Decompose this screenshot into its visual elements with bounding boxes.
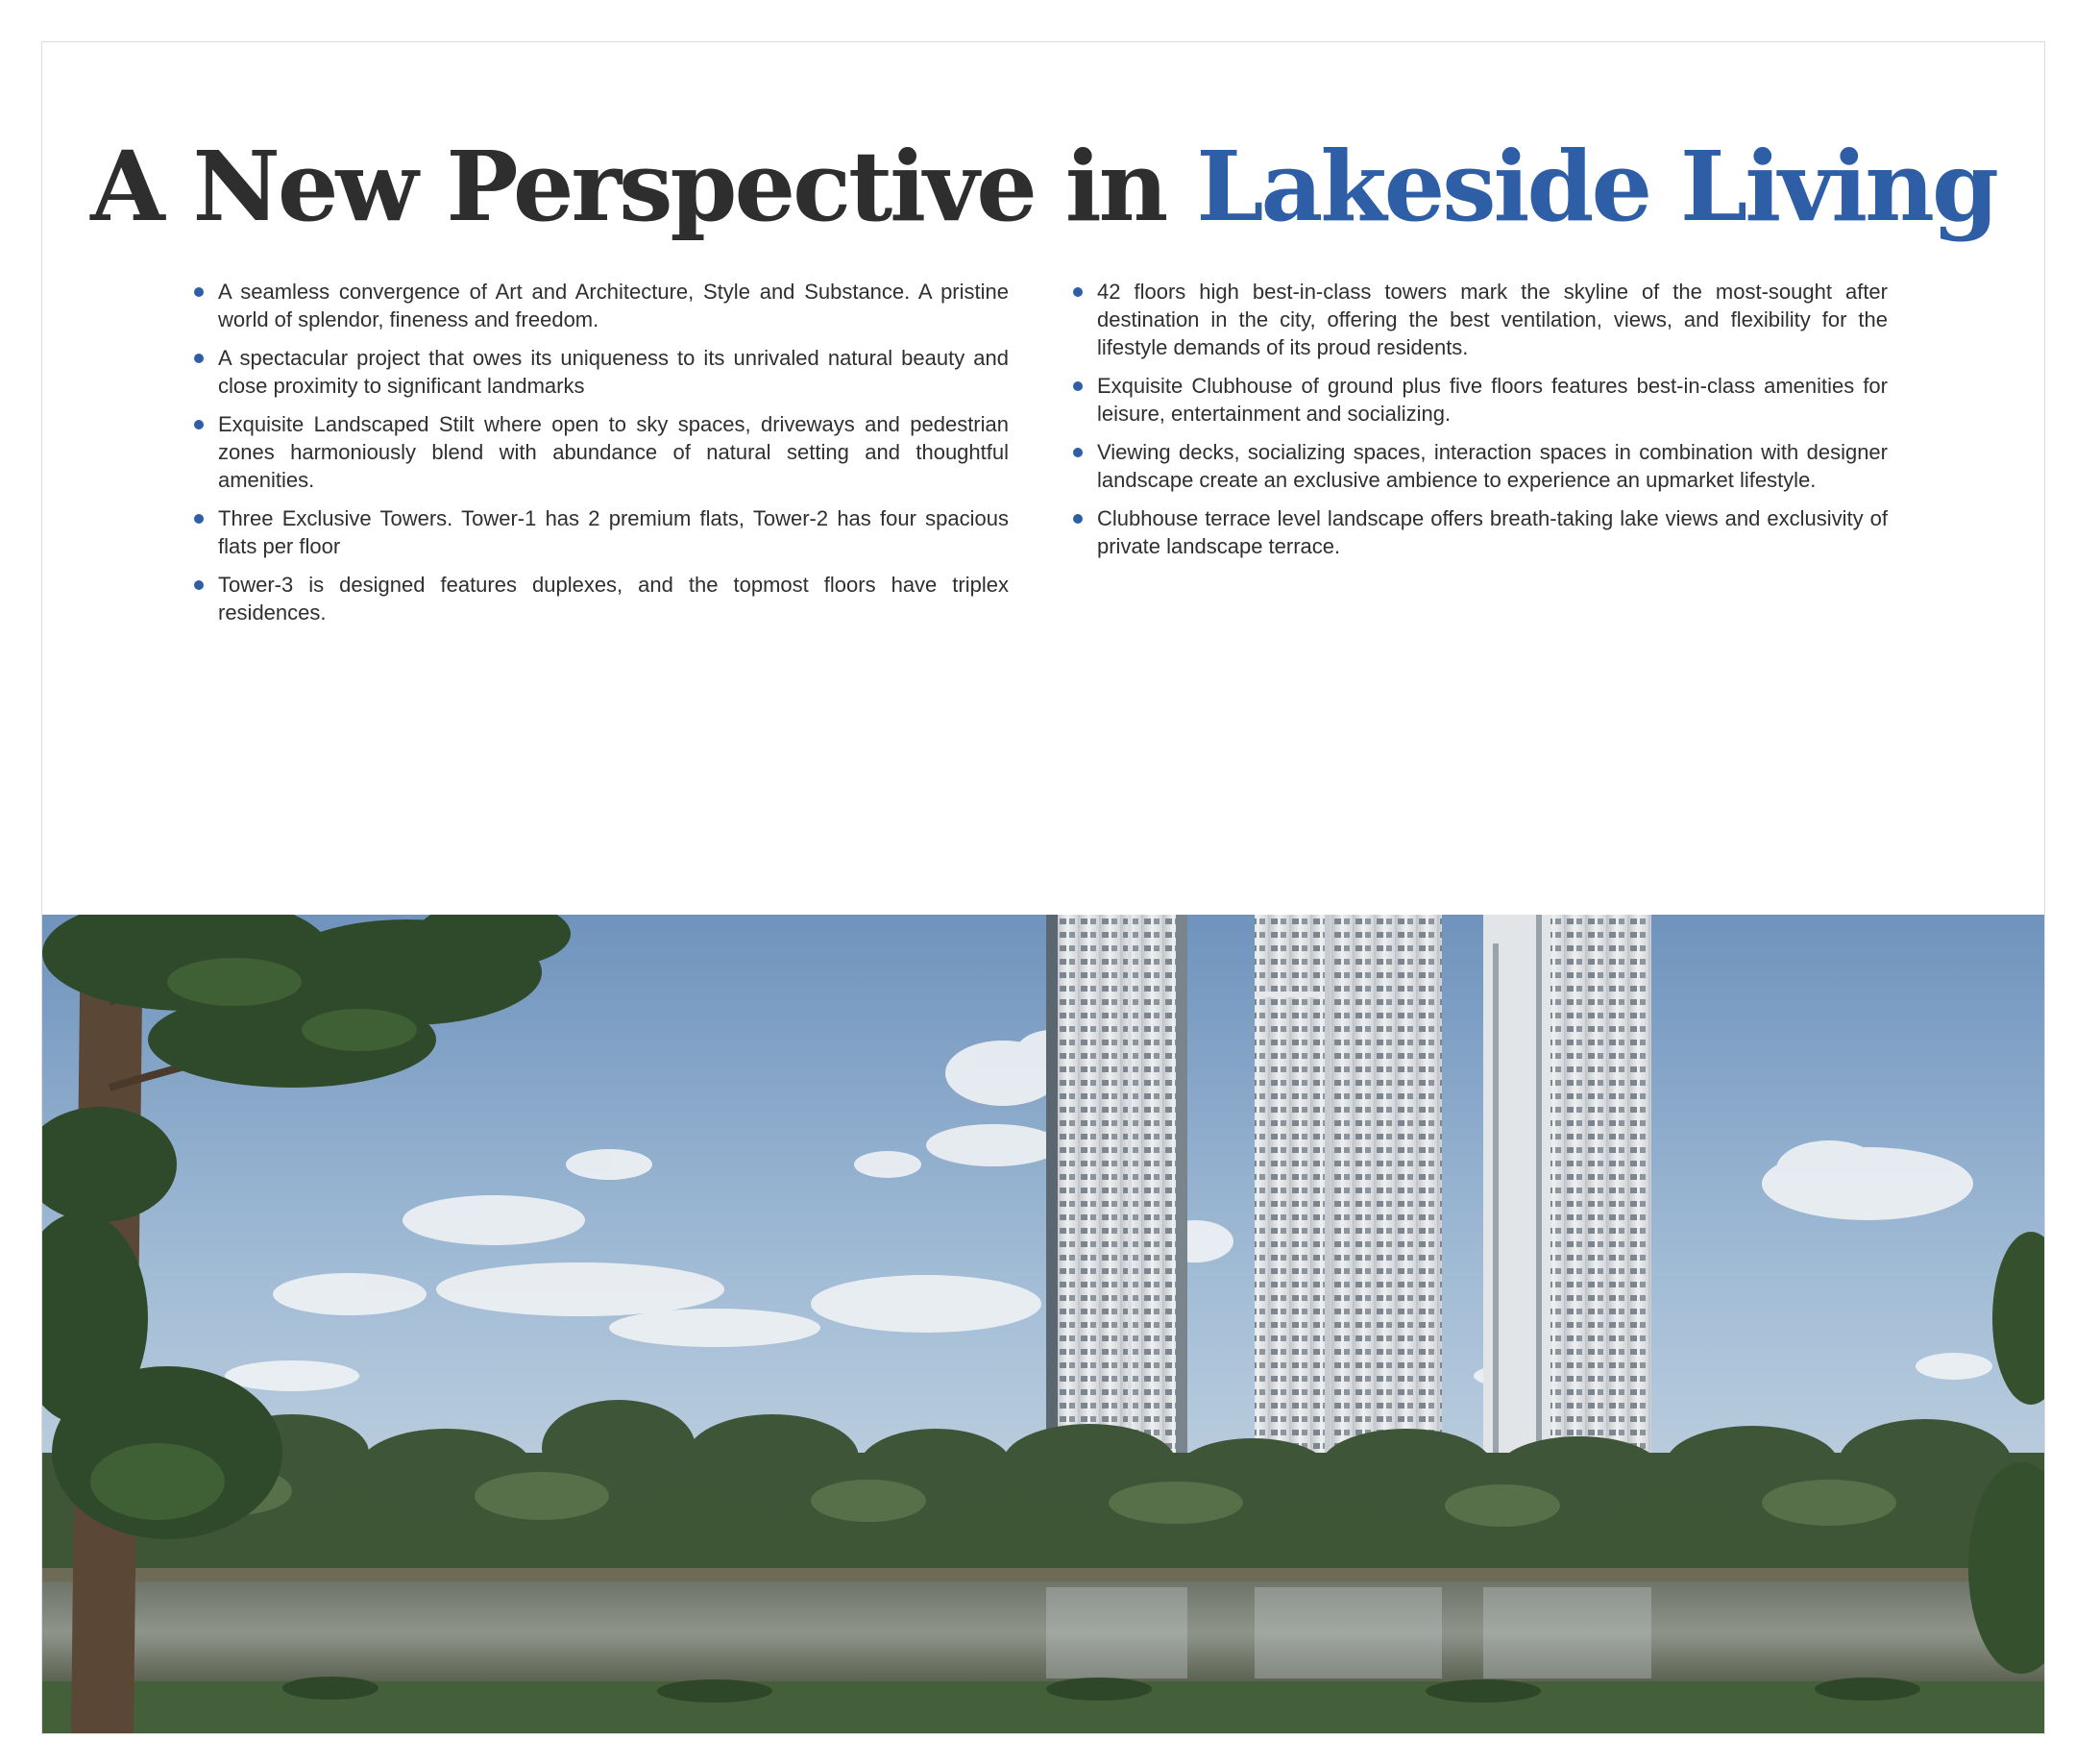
- bullet-icon: [194, 354, 204, 363]
- lake: [42, 1581, 2044, 1683]
- list-item-text: Tower-3 is designed features duplexes, and the topmost floors have triplex residences.: [218, 573, 1009, 625]
- bullet-icon: [194, 287, 204, 297]
- list-item-text: Clubhouse terrace level landscape offers breath-taking lake views and exclusivity of private landscape terrace.: [1097, 506, 1888, 558]
- brochure-page: [41, 41, 2045, 1734]
- list-item: [1071, 438, 1888, 494]
- bullet-icon: [1073, 514, 1083, 524]
- list-item-text: A seamless convergence of Art and Architecture, Style and Substance. A pristine world of splendor, fineness and freedom.: [218, 280, 1009, 331]
- shoreline: [42, 1568, 2044, 1581]
- tower-reflections: [1046, 1587, 1651, 1678]
- lakeside-towers-rendering: [42, 915, 2044, 1733]
- title-part-dark: A New Perspective in: [90, 130, 1197, 243]
- list-item-text: A spectacular project that owes its uniqueness to its unrivaled natural beauty and close proximity to significant landmarks: [218, 346, 1009, 398]
- page-title: [42, 130, 2044, 243]
- list-item: [1071, 504, 1888, 560]
- bullet-icon: [194, 420, 204, 429]
- title-part-accent: Lakeside Living: [1196, 130, 1996, 243]
- list-item: [1071, 372, 1888, 428]
- list-item: [192, 410, 1009, 494]
- bullet-icon: [194, 580, 204, 590]
- list-item: [192, 278, 1009, 333]
- list-item: [192, 344, 1009, 400]
- list-item-text: 42 floors high best-in-class towers mark the skyline of the most-sought after destination in the city, offering the best ventilation, views, and flexibility for the lifestyle demands of its proud residents.: [1097, 280, 1888, 359]
- list-item-text: Exquisite Landscaped Stilt where open to sky spaces, driveways and pedestrian zones harmoniously blend with abundance of natural setting and thoughtful amenities.: [218, 412, 1009, 492]
- features-column-right: [1071, 278, 1888, 571]
- list-item: [1071, 278, 1888, 361]
- bullet-icon: [194, 514, 204, 524]
- features-column-left: [192, 278, 1009, 637]
- tower-2: [1255, 915, 1442, 1477]
- bullet-icon: [1073, 448, 1083, 457]
- list-item-text: Exquisite Clubhouse of ground plus five floors features best-in-class amenities for leisure, entertainment and socializing.: [1097, 374, 1888, 426]
- list-item: [192, 504, 1009, 560]
- tower-1: [1046, 915, 1187, 1477]
- bullet-icon: [1073, 381, 1083, 391]
- list-item-text: Three Exclusive Towers. Tower-1 has 2 premium flats, Tower-2 has four spacious flats per floor: [218, 506, 1009, 558]
- list-item-text: Viewing decks, socializing spaces, interaction spaces in combination with designer landscape create an exclusive ambience to experience an upmarket lifestyle.: [1097, 440, 1888, 492]
- bullet-icon: [1073, 287, 1083, 297]
- list-item: [192, 571, 1009, 626]
